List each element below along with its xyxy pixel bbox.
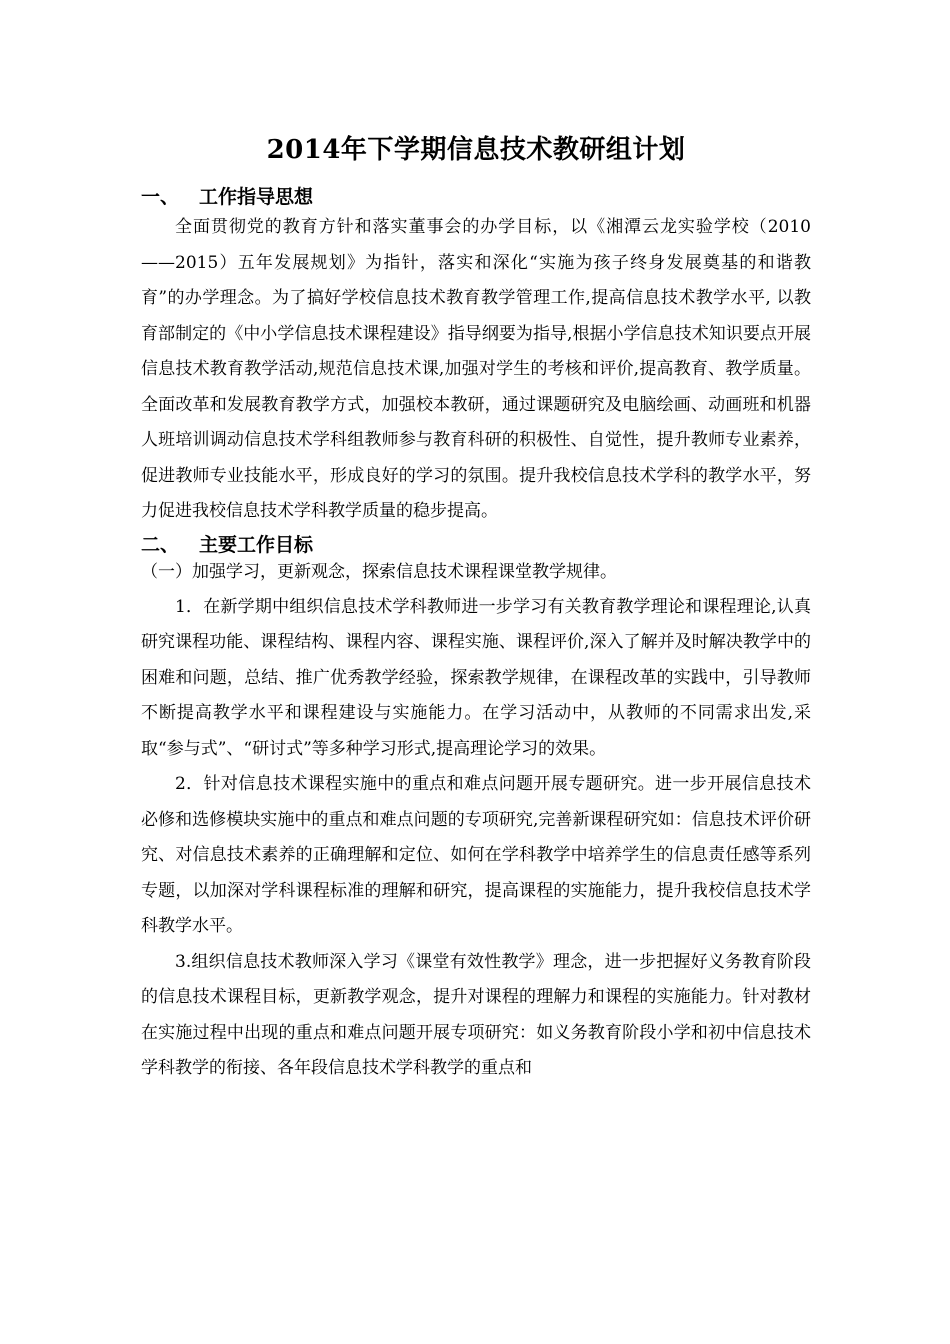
section-2-paragraph-3: 3.组织信息技术教师深入学习《课堂有效性教学》理念，进一步把握好义务教育阶段的信息技术课程目标，更新教学观念，提升对课程的理解力和课程的实施能力。针对教材在实施过程中出现的重点和难点问题开展专项研究：如义务教育阶段小学和初中信息技术学科教学的衔接、各年段信息技术学科教学的重点和: [141, 951, 811, 1078]
section-title-2: 主要工作目标: [199, 533, 314, 556]
section-number-2: 二、: [141, 533, 180, 556]
section-heading-2: [141, 532, 811, 558]
section-1: [141, 184, 811, 530]
section-1-paragraph: 全面贯彻党的教育方针和落实董事会的办学目标，以《湘潭云龙实验学校（2010——2015）五年发展规划》为指针，落实和深化“实施为孩子终身发展奠基的和谐教育”的办学理念。为了搞好学校信息技术教育教学管理工作,提高信息技术教学水平, 以教育部制定的《中小学信息技术课程建设》指导纲要为指导,根据小学信息技术知识要点开展信息技术教育教学活动,规范信息技术课,加强对学生的考核和评价,提高教育、教学质量。全面改革和发展教育教学方式，加强校本教研，通过课题研究及电脑绘画、动画班和机器人班培训调动信息技术学科组教师参与教育科研的积极性、自觉性，提升教师专业素养，促进教师专业技能水平，形成良好的学习的氛围。提升我校信息技术学科的教学水平，努力促进我校信息技术学科教学质量的稳步提高。: [141, 217, 811, 521]
section-heading-1: [141, 184, 811, 210]
section-number-1: 一、: [141, 186, 180, 208]
document-title: 2014年下学期信息技术教研组计划: [266, 135, 686, 165]
section-title-1: 工作指导思想: [199, 186, 314, 208]
section-2-paragraph-1: 1．在新学期中组织信息技术学科教师进一步学习有关教育教学理论和课程理论,认真研究课程功能、课程结构、课程内容、课程实施、课程评价,深入了解并及时解决教学中的困难和问题，总结、推广优秀教学经验，探索教学规律，在课程改革的实践中，引导教师不断提高教学水平和课程建设与实施能力。在学习活动中，从教师的不同需求出发,采取“参与式”、“研讨式”等多种学习形式,提高理论学习的效果。: [141, 596, 811, 759]
section-2-subheading: （一）加强学习，更新观念，探索信息技术课程课堂教学规律。: [141, 561, 617, 582]
document-page: [141, 130, 811, 1087]
section-2-paragraph-2: 2．针对信息技术课程实施中的重点和难点问题开展专题研究。进一步开展信息技术必修和选修模块实施中的重点和难点问题的专项研究,完善新课程研究如：信息技术评价研究、对信息技术素养的正确理解和定位、如何在学科教学中培养学生的信息责任感等系列专题，以加深对学科课程标准的理解和研究，提高课程的实施能力，提升我校信息技术学科教学水平。: [141, 774, 811, 936]
section-2: [141, 532, 811, 1087]
